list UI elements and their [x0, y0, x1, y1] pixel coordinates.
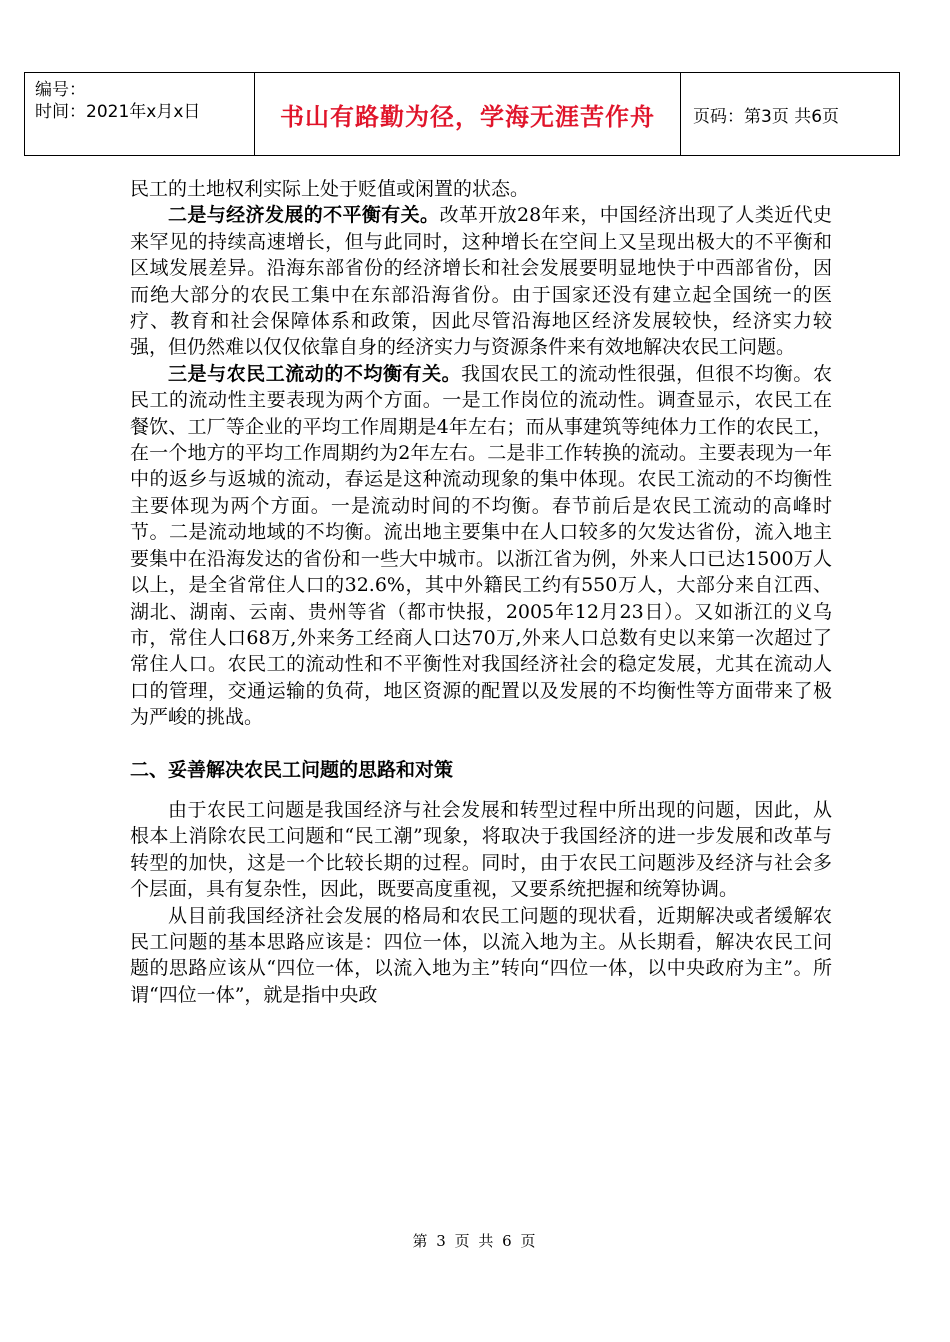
document-number-label: 编号：: [35, 80, 86, 100]
header-motto: 书山有路勤为径，学海无涯苦作舟: [255, 73, 681, 155]
document-body: [130, 176, 832, 1008]
header-meta-cell: [25, 73, 255, 155]
paragraph-continued: 民工的土地权利实际上处于贬值或闲置的状态。: [130, 178, 530, 200]
paragraph-text: 改革开放28年来，中国经济出现了人类近代史来罕见的持续高速增长，但与此同时，这种增长在空间上又呈现出极大的不平衡和区域发展差异。沿海东部省份的经济增长和社会发展要明显地快于中西部省份，因而绝大部分的农民工集中在东部沿海省份。由于国家还没有建立起全国统一的医疗、教育和社会保障体系和政策，因此尽管沿海地区经济发展较快，经济实力较强，但仍然难以仅仅依靠自身的经济实力与资源条件来有效地解决农民工问题。: [130, 204, 832, 359]
paragraph-migration-imbalance: [130, 361, 832, 731]
paragraph-lead-heading: 二是与经济发展的不平衡有关。: [168, 204, 440, 227]
paragraph-economic-imbalance: [130, 202, 832, 360]
header-page-info: 页码：第3页 共6页: [693, 106, 840, 127]
paragraph-approach: 从目前我国经济社会发展的格局和农民工问题的现状看，近期解决或者缓解农民工问题的基本思路应该是：四位一体，以流入地为主。从长期看，解决农民工问题的思路应该从“四位一体，以流入地为主”转向“四位一体，以中央政府为主”。所谓“四位一体”，就是指中央政: [130, 904, 832, 1006]
page-footer: 第 3 页 共 6 页: [412, 1232, 538, 1250]
page-header-table: [24, 72, 900, 156]
section-heading: 二、妥善解决农民工问题的思路和对策: [130, 758, 454, 781]
paragraph-text: 我国农民工的流动性很强，但很不均衡。农民工的流动性主要表现为两个方面。一是工作岗位的流动性。调查显示，农民工在餐饮、工厂等企业的平均工作周期是4年左右；而从事建筑等纯体力工作的农民工，在一个地方的平均工作周期约为2年左右。二是非工作转换的流动。主要表现为一年中的返乡与返城的流动，春运是这种流动现象的集中体现。农民工流动的不均衡性主要体现为两个方面。一是流动时间的不均衡。春节前后是农民工流动的高峰时节。二是流动地域的不均衡。流出地主要集中在人口较多的欠发达省份，流入地主要集中在沿海发达的省份和一些大中城市。以浙江省为例，外来人口已达1500万人以上，是全省常住人口的32.6%，其中外籍民工约有550万人，大部分来自江西、湖北、湖南、云南、贵州等省（都市快报，2005年12月23日）。又如浙江的义乌市，常住人口68万,外来务工经商人口达70万,外来人口总数有史以来第一次超过了常住人口。农民工的流动性和不平衡性对我国经济社会的稳定发展，尤其在流动人口的管理，交通运输的负荷，地区资源的配置以及发展的不均衡性等方面带来了极为严峻的挑战。: [130, 362, 832, 729]
paragraph-background: 由于农民工问题是我国经济与社会发展和转型过程中所出现的问题，因此，从根本上消除农民工问题和“民工潮”现象，将取决于我国经济的进一步发展和改革与转型的加快，这是一个比较长期的过程。同时，由于农民工问题涉及经济与社会多个层面，具有复杂性，因此，既要高度重视，又要系统把握和统筹协调。: [130, 798, 832, 901]
document-time-label: 时间：2021年x月x日: [35, 102, 201, 122]
paragraph-lead-heading: 三是与农民工流动的不均衡有关。: [168, 362, 462, 385]
